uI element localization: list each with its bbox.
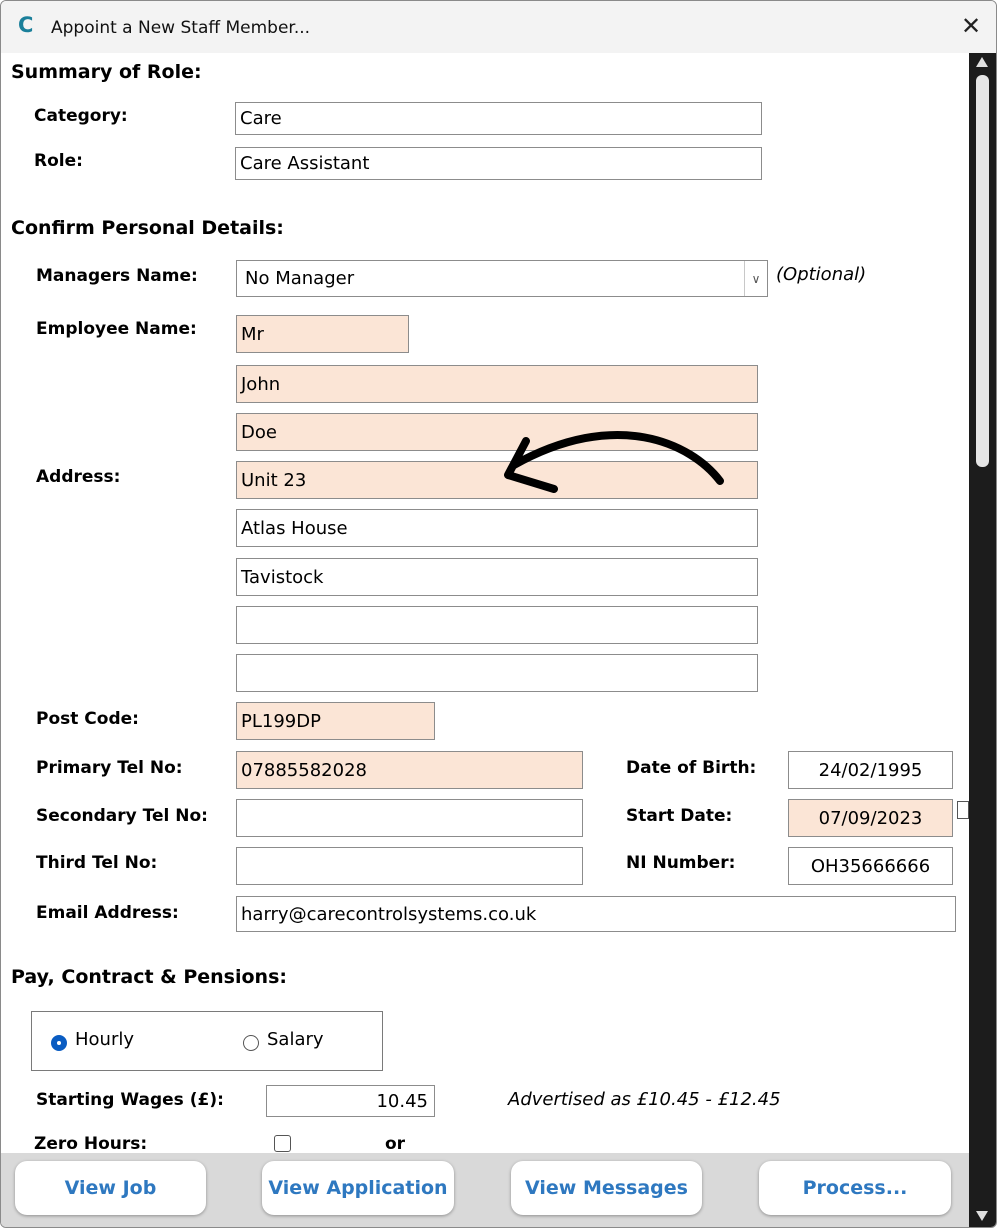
view-messages-button[interactable]: View Messages bbox=[511, 1161, 702, 1215]
address-line-1-field[interactable]: Unit 23 bbox=[236, 461, 758, 499]
title-bar bbox=[1, 1, 996, 53]
or-label: or bbox=[385, 1134, 406, 1153]
secondary-tel-label: Secondary Tel No: bbox=[36, 806, 208, 826]
start-date-field[interactable]: 07/09/2023 bbox=[788, 799, 953, 837]
chevron-down-icon[interactable]: ∨ bbox=[744, 261, 767, 296]
email-label: Email Address: bbox=[36, 903, 179, 923]
form-content bbox=[1, 53, 969, 1153]
dob-field[interactable]: 24/02/1995 bbox=[788, 751, 953, 789]
salary-radio[interactable] bbox=[243, 1035, 259, 1051]
address-line-3-field[interactable]: Tavistock bbox=[236, 558, 758, 596]
starting-wages-label: Starting Wages (£): bbox=[36, 1090, 224, 1110]
address-line-2-field[interactable]: Atlas House bbox=[236, 509, 758, 547]
category-label: Category: bbox=[34, 106, 128, 126]
starting-wages-field[interactable]: 10.45 bbox=[266, 1085, 435, 1117]
pay-type-frame bbox=[31, 1011, 383, 1071]
postcode-field[interactable]: PL199DP bbox=[236, 702, 435, 740]
window-title: Appoint a New Staff Member... bbox=[51, 18, 311, 38]
pay-heading: Pay, Contract & Pensions: bbox=[11, 966, 287, 988]
title-field[interactable]: Mr bbox=[236, 315, 409, 353]
ni-number-field[interactable]: OH35666666 bbox=[788, 847, 953, 885]
scroll-down-arrow-icon[interactable] bbox=[976, 1211, 988, 1221]
managers-name-combobox[interactable] bbox=[236, 260, 768, 297]
address-label: Address: bbox=[36, 467, 121, 487]
calendar-icon[interactable] bbox=[957, 801, 969, 819]
ni-number-label: NI Number: bbox=[626, 853, 736, 873]
process-button[interactable]: Process... bbox=[759, 1161, 951, 1215]
annotation-arrow-icon bbox=[496, 413, 736, 513]
secondary-tel-field[interactable] bbox=[236, 799, 583, 837]
close-button[interactable]: ✕ bbox=[960, 12, 982, 40]
zero-hours-checkbox[interactable] bbox=[274, 1135, 291, 1152]
last-name-field[interactable]: Doe bbox=[236, 413, 758, 451]
app-logo-icon: C bbox=[18, 13, 34, 37]
scroll-thumb[interactable] bbox=[976, 75, 989, 467]
category-field[interactable]: Care bbox=[235, 102, 762, 135]
managers-name-label: Managers Name: bbox=[36, 266, 198, 286]
scroll-up-arrow-icon[interactable] bbox=[976, 57, 988, 67]
role-label: Role: bbox=[34, 151, 83, 171]
primary-tel-field[interactable]: 07885582028 bbox=[236, 751, 583, 789]
hourly-radio[interactable] bbox=[51, 1035, 67, 1051]
role-field[interactable]: Care Assistant bbox=[235, 147, 762, 180]
address-line-4-field[interactable] bbox=[236, 606, 758, 644]
summary-heading: Summary of Role: bbox=[11, 61, 202, 83]
primary-tel-label: Primary Tel No: bbox=[36, 758, 183, 778]
start-date-label: Start Date: bbox=[626, 806, 733, 826]
third-tel-label: Third Tel No: bbox=[36, 853, 158, 873]
employee-name-label: Employee Name: bbox=[36, 319, 197, 339]
footer-button-bar bbox=[1, 1153, 969, 1227]
zero-hours-label: Zero Hours: bbox=[34, 1134, 148, 1153]
hourly-label[interactable]: Hourly bbox=[75, 1029, 135, 1050]
address-line-5-field[interactable] bbox=[236, 654, 758, 692]
dob-label: Date of Birth: bbox=[626, 758, 757, 778]
first-name-field[interactable]: John bbox=[236, 365, 758, 403]
advertised-note: Advertised as £10.45 - £12.45 bbox=[508, 1089, 781, 1110]
vertical-scrollbar[interactable] bbox=[969, 53, 996, 1227]
salary-label[interactable]: Salary bbox=[267, 1029, 324, 1050]
postcode-label: Post Code: bbox=[36, 709, 139, 729]
view-application-button[interactable]: View Application bbox=[262, 1161, 454, 1215]
optional-note: (Optional) bbox=[776, 264, 867, 285]
personal-details-heading: Confirm Personal Details: bbox=[11, 217, 284, 239]
managers-name-value: No Manager bbox=[245, 268, 355, 289]
third-tel-field[interactable] bbox=[236, 847, 583, 885]
email-field[interactable]: harry@carecontrolsystems.co.uk bbox=[236, 896, 956, 932]
view-job-button[interactable]: View Job bbox=[15, 1161, 206, 1215]
